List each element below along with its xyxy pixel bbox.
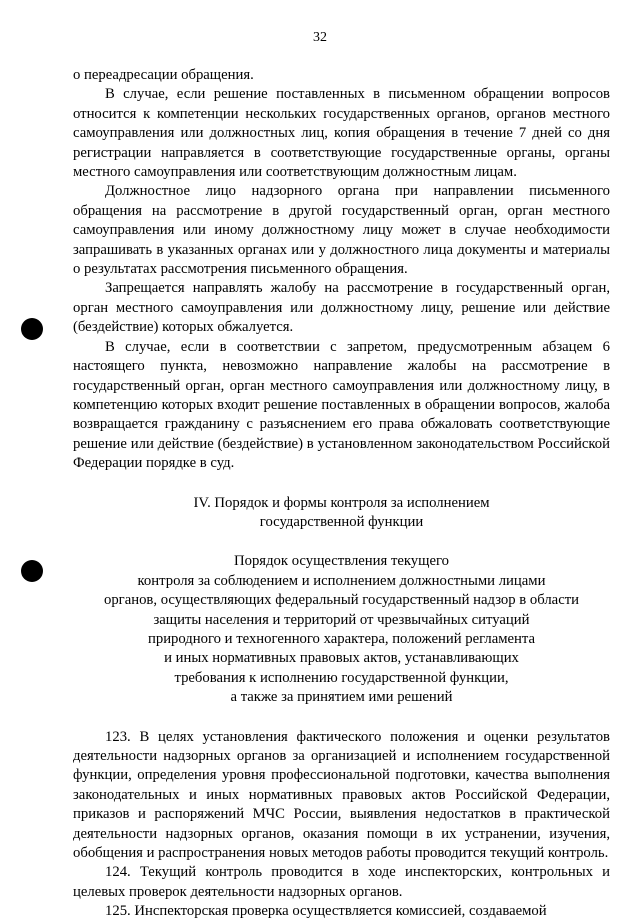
paragraph-125: 125. Инспекторская проверка осуществляется комиссией, создаваемой: [105, 903, 547, 920]
subsection-heading-line: а также за принятием ими решений: [230, 689, 453, 706]
subsection-heading-line: контроля за соблюдением и исполнением должностными лицами: [137, 572, 546, 589]
paragraph: Запрещается направлять жалобу на рассмотрение в государственный орган, орган местного самоуправления или должностному лицу, решение или действие (бездействие) которых обжалуется.: [73, 280, 610, 336]
subsection-heading-line: органов, осуществляющих федеральный государственный надзор в области: [103, 592, 579, 609]
section-heading-line: IV. Порядок и формы контроля за исполнением: [193, 494, 490, 511]
punch-hole-bottom: [21, 560, 43, 582]
punch-hole-top: [21, 318, 43, 340]
numbered-paragraphs: [73, 728, 610, 922]
section-heading: [73, 494, 610, 533]
subsection-heading-line: Порядок осуществления текущего: [234, 553, 449, 570]
section-heading-line: государственной функции: [259, 513, 424, 530]
subsection-heading-line: природного и техногенного характера, положений регламента: [147, 630, 536, 647]
paragraph-124: 124. Текущий контроль проводится в ходе инспекторских, контрольных и целевых проверок деятельности надзорных органов.: [73, 864, 610, 900]
subsection-heading: [73, 552, 610, 707]
subsection-heading-line: и иных нормативных правовых актов, устанавливающих: [164, 650, 519, 667]
page-number: 32: [313, 30, 327, 45]
paragraph-123: 123. В целях установления фактического положения и оценки результатов деятельности надзорных органов за организацией и исполнением государственной функции, определения уровня профессиональной подготовки, качества выполнения законодательных и иных нормативных правовых актов Российской Федерации, приказов и распоряжений МЧС России, выявления недостатков в практической деятельности надзорных органов, оказания помощи в их устранении, изучения, обобщения и распространения новых методов работы проводится текущий контроль.: [73, 728, 610, 862]
paragraph: В случае, если в соответствии с запретом, предусмотренным абзацем 6 настоящего пункта, невозможно направление жалобы на рассмотрение в государственный орган, орган местного самоуправления или должностному лицу, в компетенцию которых входит решение поставленных в обращении вопросов, жалоба возвращается гражданину с разъяснением его права обжаловать соответствующие решение или действие (бездействие) в установленном законодательством Российской Федерации порядке в суд.: [73, 338, 610, 472]
paragraph: о переадресации обращения.: [73, 67, 254, 83]
subsection-heading-line: требования к исполнению государственной функции,: [174, 669, 509, 686]
document-body: [73, 66, 610, 922]
paragraph: В случае, если решение поставленных в письменном обращении вопросов относится к компетенции нескольких государственных органов, органов местного самоуправления или должностных лиц, копия обращения в течение 7 дней со дня регистрации направляется в соответствующие государственные органы, органы местного самоуправления или соответствующим должностным лицам.: [73, 86, 610, 181]
subsection-heading-line: защиты населения и территорий от чрезвычайных ситуаций: [153, 611, 530, 628]
paragraph: Должностное лицо надзорного органа при направлении письменного обращения на рассмотрение в другой государственный орган, орган местного самоуправления или иному должностному лицу может в случае необходимости запрашивать в указанных органах или у должностного лица документы и материалы о результатах рассмотрения письменного обращения.: [73, 183, 610, 278]
